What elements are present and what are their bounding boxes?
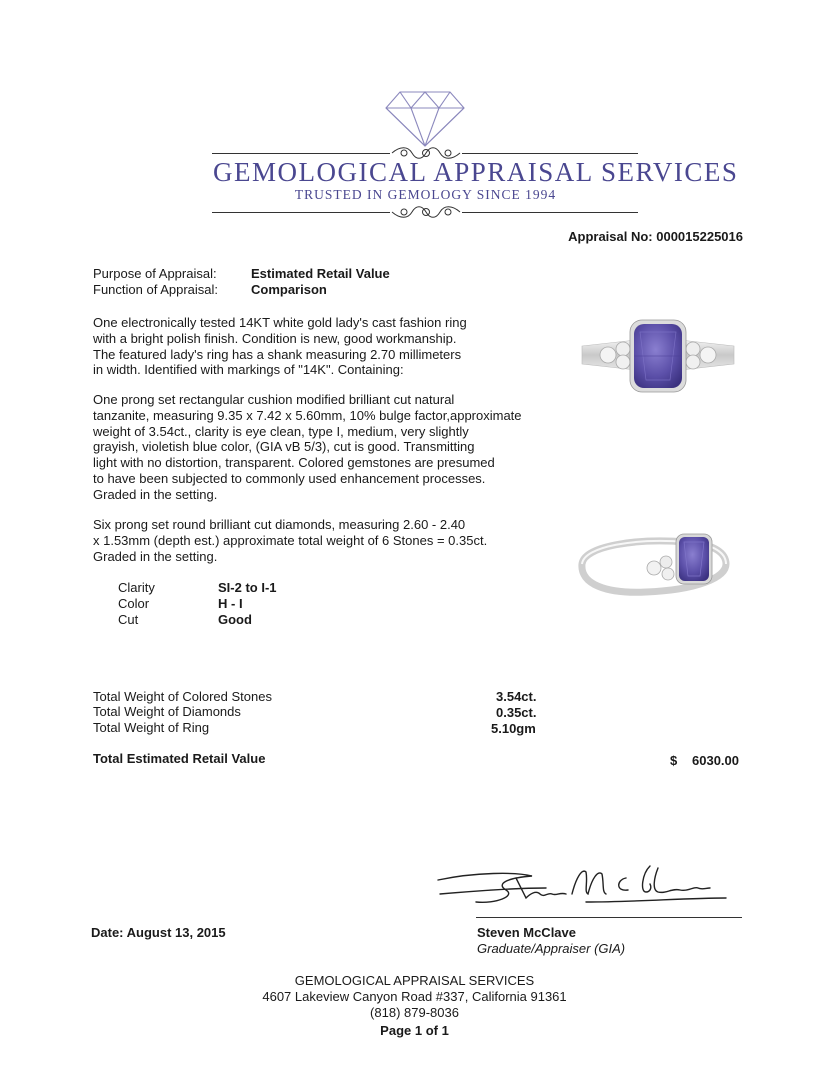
purpose-value: Estimated Retail Value xyxy=(251,266,390,281)
text-line: The featured lady's ring has a shank measuring 2.70 millimeters xyxy=(93,346,462,362)
footer-phone: (818) 879-8036 xyxy=(370,1005,459,1020)
footer-address: 4607 Lakeview Canyon Road #337, California 91361 xyxy=(262,989,567,1004)
description-paragraph xyxy=(93,392,553,503)
grade-value-cut: Good xyxy=(218,612,252,627)
signature-line xyxy=(476,917,742,918)
text-line: One prong set rectangular cushion modified brilliant cut natural xyxy=(93,392,455,407)
text-line: tanzanite, measuring 9.35 x 7.42 x 5.60mm, 10% bulge factor,approximate xyxy=(93,407,522,423)
function-value: Comparison xyxy=(251,282,327,297)
text-line: x 1.53mm (depth est.) approximate total weight of 6 Stones = 0.35ct. xyxy=(93,532,488,548)
appraiser-title: Graduate/Appraiser (GIA) xyxy=(477,941,626,956)
total-value: 0.35ct. xyxy=(496,705,537,720)
currency-symbol: $ xyxy=(670,753,678,768)
total-label: Total Weight of Diamonds xyxy=(93,704,241,719)
text-line: Graded in the setting. xyxy=(93,548,218,564)
divider xyxy=(462,153,638,154)
ring-side-view-image xyxy=(576,528,742,600)
retail-value-label: Total Estimated Retail Value xyxy=(93,751,266,766)
text-line: weight of 3.54ct., clarity is eye clean, type I, medium, very slightly xyxy=(93,423,469,439)
page-number: Page 1 of 1 xyxy=(380,1023,449,1038)
appraiser-name: Steven McClave xyxy=(477,925,576,940)
description-paragraph xyxy=(93,517,533,564)
text-line: with a bright polish finish. Condition is new, good workmanship. xyxy=(93,330,457,346)
grade-label-color: Color xyxy=(118,596,150,611)
divider xyxy=(462,212,638,213)
total-label: Total Weight of Colored Stones xyxy=(93,689,272,704)
text-line: Graded in the setting. xyxy=(93,486,218,502)
date: Date: August 13, 2015 xyxy=(91,925,226,940)
text-line: light with no distortion, transparent. Colored gemstones are presumed xyxy=(93,455,495,471)
text-line: to have been subjected to commonly used enhancement processes. xyxy=(93,470,486,486)
signature-image xyxy=(436,858,746,920)
ring-top-view-image xyxy=(578,316,738,398)
text-line: One electronically tested 14KT white gold lady's cast fashion ring xyxy=(93,315,467,330)
text-line: in width. Identified with markings of "14K". Containing: xyxy=(93,362,404,378)
description-paragraph xyxy=(93,315,533,378)
total-label: Total Weight of Ring xyxy=(93,720,210,735)
function-label: Function of Appraisal: xyxy=(93,282,219,297)
footer-company: GEMOLOGICAL APPRAISAL SERVICES xyxy=(294,973,535,988)
grade-label-clarity: Clarity xyxy=(118,580,155,595)
purpose-label: Purpose of Appraisal: xyxy=(93,266,217,281)
company-name: GEMOLOGICAL APPRAISAL SERVICES xyxy=(213,157,739,187)
tagline: TRUSTED IN GEMOLOGY SINCE 1994 xyxy=(294,187,557,202)
grade-value-clarity: SI-2 to I-1 xyxy=(218,580,277,595)
divider xyxy=(212,153,390,154)
grade-label-cut: Cut xyxy=(118,612,139,627)
text-line: Six prong set round brilliant cut diamonds, measuring 2.60 - 2.40 xyxy=(93,517,466,532)
total-value: 5.10gm xyxy=(491,721,536,736)
diamond-icon xyxy=(384,90,466,148)
retail-value-amount: 6030.00 xyxy=(692,753,739,768)
text-line: grayish, violetish blue color, (GIA vB 5/3), cut is good. Transmitting xyxy=(93,439,475,455)
grade-value-color: H - I xyxy=(218,596,243,611)
total-value: 3.54ct. xyxy=(496,689,537,704)
divider xyxy=(212,212,390,213)
appraisal-number: Appraisal No: 000015225016 xyxy=(568,229,743,244)
ornament-icon xyxy=(390,203,462,221)
